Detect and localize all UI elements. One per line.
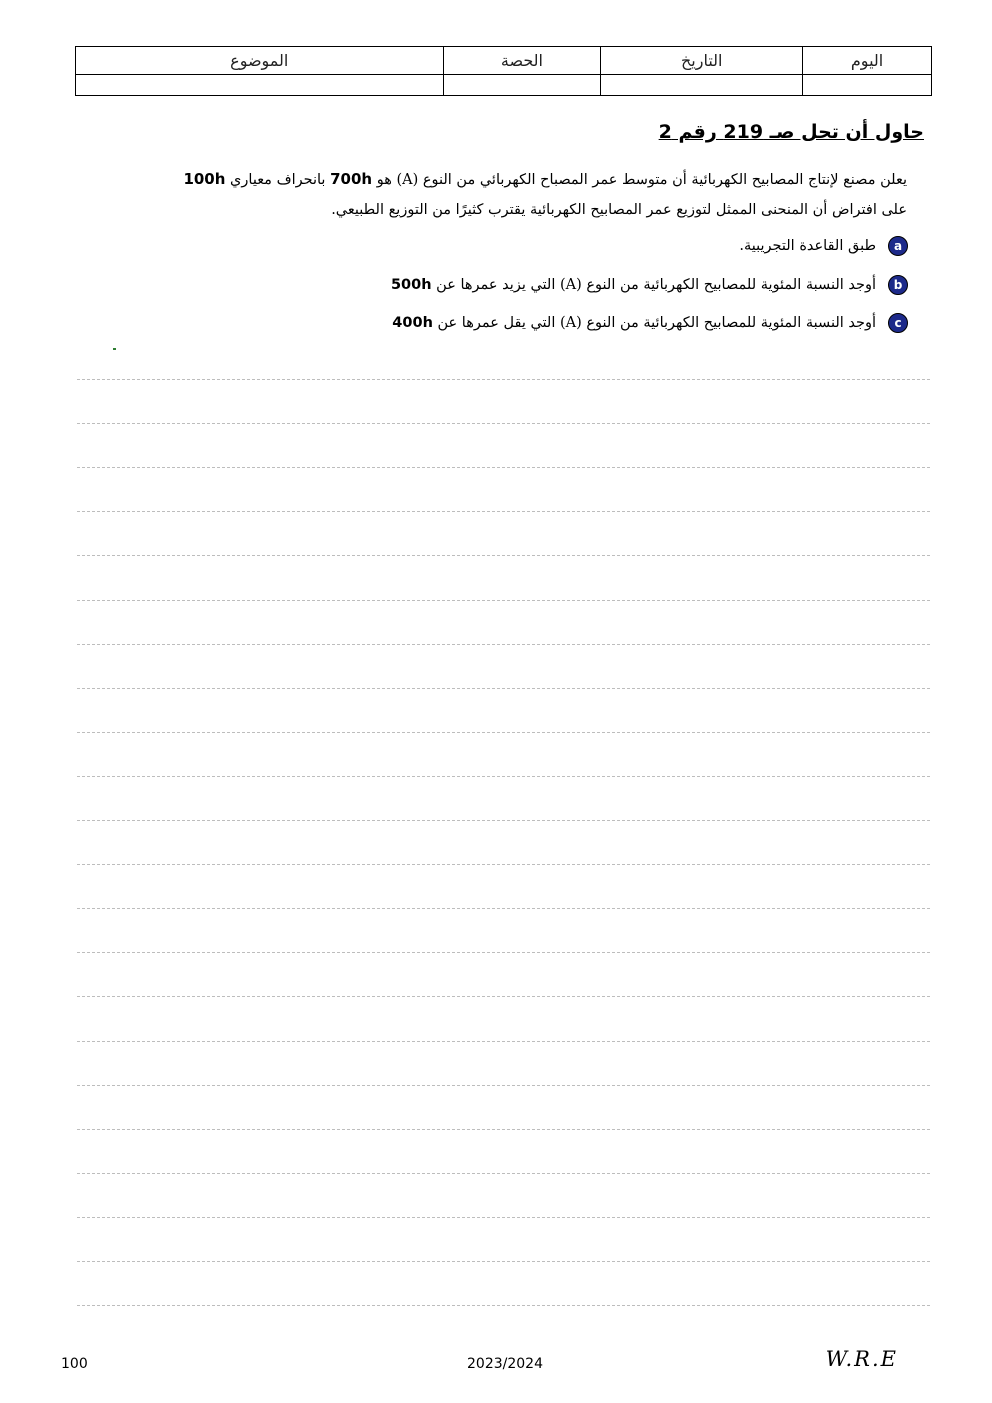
date-field[interactable] — [601, 75, 803, 96]
header-subject: الموضوع — [76, 47, 444, 75]
header-day: اليوم — [803, 47, 932, 75]
badge-b-icon: b — [888, 275, 908, 295]
header-session: الحصة — [443, 47, 601, 75]
answer-line[interactable] — [77, 996, 930, 997]
answer-line[interactable] — [77, 511, 930, 512]
answer-line[interactable] — [77, 555, 930, 556]
answer-line[interactable] — [77, 1173, 930, 1174]
session-field[interactable] — [443, 75, 601, 96]
page-number: 100 — [61, 1356, 88, 1372]
answer-line[interactable] — [77, 1305, 930, 1306]
stray-mark — [113, 348, 116, 350]
subject-field[interactable] — [76, 75, 444, 96]
question-c — [392, 313, 908, 333]
answer-line[interactable] — [77, 908, 930, 909]
answer-line[interactable] — [77, 732, 930, 733]
day-field[interactable] — [803, 75, 932, 96]
answer-line[interactable] — [77, 423, 930, 424]
question-text: طبق القاعدة التجريبية. — [739, 238, 876, 254]
header-table — [75, 46, 932, 96]
answer-line[interactable] — [77, 379, 930, 380]
answer-line[interactable] — [77, 864, 930, 865]
answer-line[interactable] — [77, 644, 930, 645]
answer-line[interactable] — [77, 467, 930, 468]
answer-line[interactable] — [77, 1129, 930, 1130]
school-year: 2023/2024 — [467, 1356, 543, 1372]
question-text: أوجد النسبة المئوية للمصابيح الكهربائية من النوع (A) التي يقل عمرها عن 400h — [392, 315, 876, 331]
answer-line[interactable] — [77, 820, 930, 821]
answer-line[interactable] — [77, 1085, 930, 1086]
answer-line[interactable] — [77, 688, 930, 689]
answer-line[interactable] — [77, 776, 930, 777]
question-text: أوجد النسبة المئوية للمصابيح الكهربائية من النوع (A) التي يزيد عمرها عن 500h — [390, 277, 876, 293]
signature: W.R.E — [825, 1347, 898, 1371]
answer-line[interactable] — [77, 1261, 930, 1262]
problem-line-1: يعلن مصنع لإنتاج المصابيح الكهربائية أن متوسط عمر المصباح الكهربائي من النوع (A) هو 700h بانحراف معياري 100h — [183, 170, 907, 188]
answer-line[interactable] — [77, 600, 930, 601]
question-b — [391, 275, 908, 295]
answer-line[interactable] — [77, 1217, 930, 1218]
exercise-title: حاول أن تحل صـ 219 رقم 2 — [658, 121, 924, 143]
answer-line[interactable] — [77, 952, 930, 953]
question-a — [739, 236, 908, 256]
badge-a-icon: a — [888, 236, 908, 256]
header-date: التاريخ — [601, 47, 803, 75]
problem-line-2: على افتراض أن المنحنى الممثل لتوزيع عمر المصابيح الكهربائية يقترب كثيرًا من التوزيع الطبيعي. — [331, 202, 907, 218]
badge-c-icon: c — [888, 313, 908, 333]
answer-line[interactable] — [77, 1041, 930, 1042]
